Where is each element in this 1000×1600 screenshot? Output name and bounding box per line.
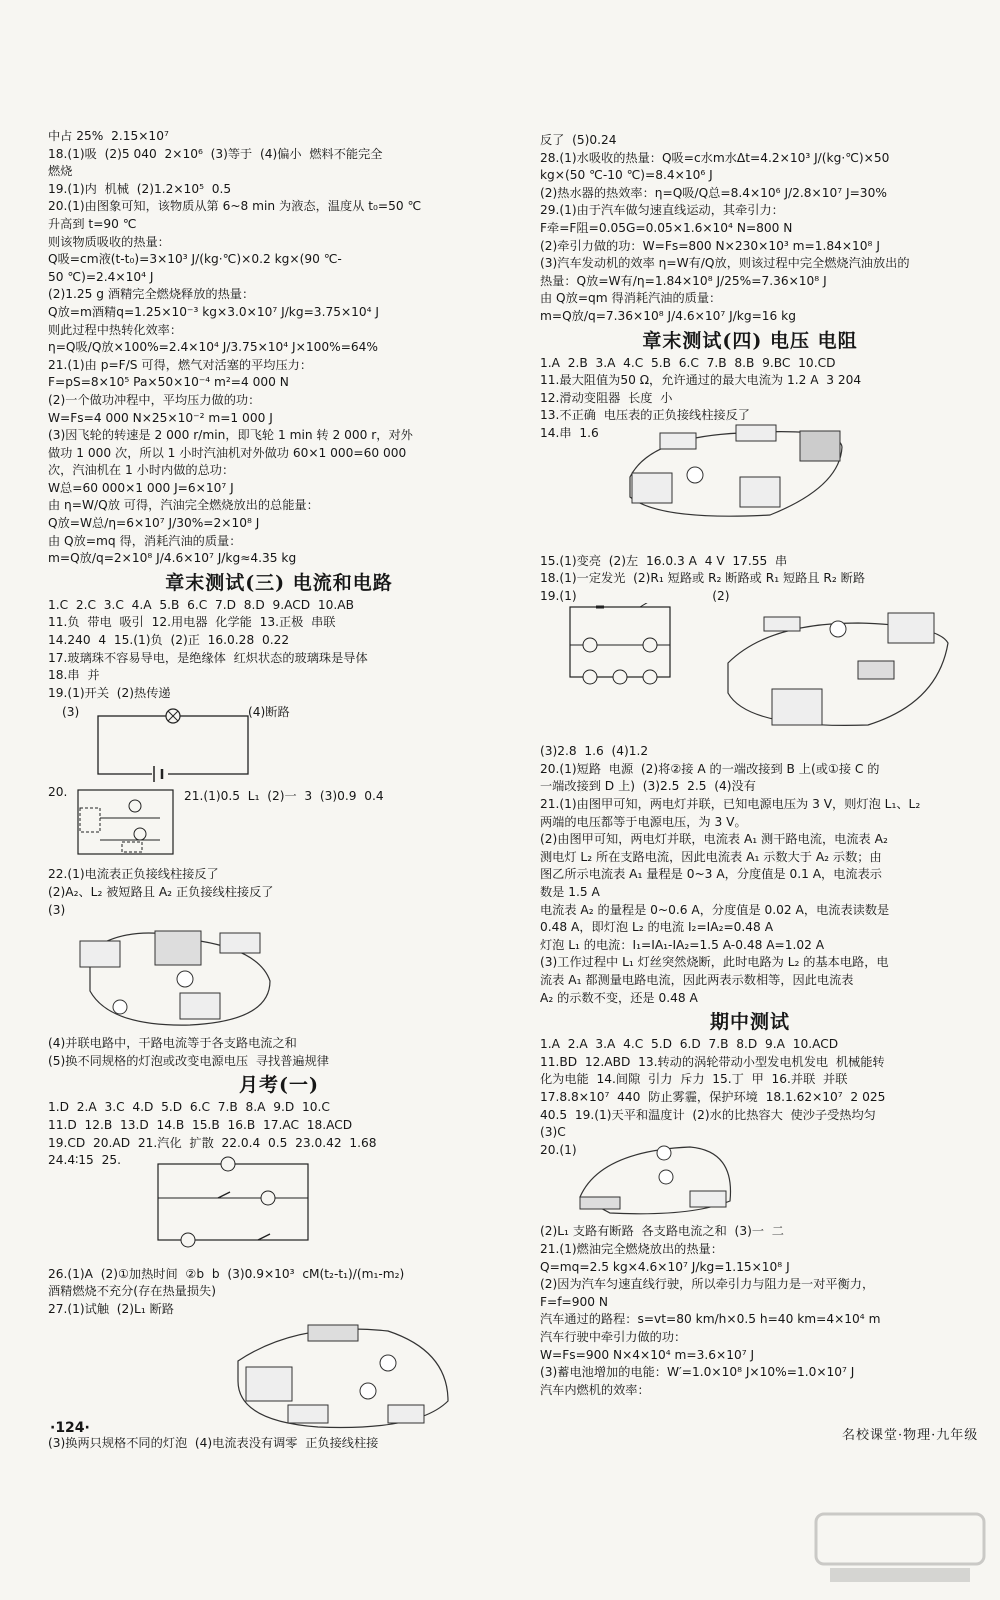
text-line: 流表 A₁ 都测量电路电流，因此两表示数相等，因此电流表 (540, 973, 854, 987)
text-line: 27.(1)试触 (2)L₁ 断路 (48, 1301, 174, 1316)
text-line: 1.C 2.C 3.C 4.A 5.B 6.C 7.D 8.D 9.ACD 10.AB (48, 597, 354, 612)
q19-part4-label: (4)断路 (248, 705, 290, 720)
text-line: 20.(1)由图象可知，该物质从第 6~8 min 为液态，温度从 t₀=50 ℃ (48, 199, 422, 214)
text-line: 1.A 2.A 3.A 4.C 5.D 6.D 7.B 8.D 9.A 10.ACD (540, 1037, 839, 1052)
text-line: 数是 1.5 A (540, 885, 600, 900)
text-line: m=Q放/q=2×10⁸ J/4.6×10⁷ J/kg≈4.35 kg (48, 551, 297, 566)
text-line: 由 Q放=mq 得，消耗汽油的质量： (48, 533, 242, 548)
q19-part3-label: (3) (62, 705, 80, 720)
running-footer: 名校课堂·物理·九年级 (842, 1428, 979, 1443)
text-line: 1.D 2.A 3.C 4.D 5.D 6.C 7.B 8.A 9.D 10.C (48, 1100, 330, 1115)
q14-circuit-photo (540, 445, 960, 551)
text-line: 21.(1)由图甲可知，两电灯并联，已知电源电压为 3 V，则灯泡 L₁、L₂ (540, 797, 921, 812)
right-block-a (540, 132, 960, 326)
left-block-f (48, 1266, 510, 1319)
q19-figures (540, 607, 960, 741)
text-line: 反了 (5)0.24 (540, 133, 617, 147)
text-line: Q放=W总/η=6×10⁷ J/30%=2×10⁸ J (48, 516, 260, 531)
text-line: F=pS=8×10⁵ Pa×50×10⁻⁴ m²=4 000 N (48, 375, 289, 390)
text-line: 中占 25% 2.15×10⁷ (48, 129, 169, 143)
text-line: (3)工作过程中 L₁ 灯丝突然烧断，此时电路为 L₂ 的基本电路，电 (540, 955, 889, 970)
text-line: W=Fs=4 000 N×25×10⁻² m=1 000 J (48, 410, 273, 425)
q20-label: 20. (48, 785, 68, 800)
text-line: 化为电能 14.间隙 引力 斥力 15.丁 甲 16.并联 并联 (540, 1072, 848, 1087)
text-line: 11.最大阻值为50 Ω，允许通过的最大电流为 1.2 A 3 204 (540, 373, 862, 388)
circuit-apparatus-icon (70, 921, 290, 1033)
page-number: ·124· (50, 1420, 90, 1436)
voltmeter-apparatus-icon (708, 603, 958, 733)
text-line: (2)1.25 g 酒精完全燃烧释放的热量： (48, 287, 255, 302)
text-line: 50 ℃)=2.4×10⁴ J (48, 269, 154, 284)
text-line: 28.(1)水吸收的热量：Q吸=c水m水Δt=4.2×10³ J/(kg·℃)×50 (540, 150, 890, 165)
text-line: (3)汽车发动机的效率 η=W有/Q放，则该过程中完全燃烧汽油放出的 (540, 256, 910, 271)
text-line: 11.D 12.B 13.D 14.B 15.B 16.B 17.AC 18.ACD (48, 1117, 353, 1132)
text-line: 20.(1) (540, 1142, 577, 1157)
text-line: (3)C (540, 1125, 566, 1140)
two-lamp-circuit-icon (570, 1141, 740, 1217)
text-line: 汽车通过的路程：s=vt=80 km/h×0.5 h=40 km=4×10⁴ m (540, 1312, 881, 1327)
text-line: 汽车行驶中牵引力做的功： (540, 1329, 687, 1344)
text-line: 19.(1)内 机械 (2)1.2×10⁵ 0.5 (48, 181, 232, 196)
q20-21-row (48, 784, 510, 864)
section-title-ch3: 章末测试(三) 电流和电路 (165, 571, 393, 594)
text-line: W=Fs=900 N×4×10⁴ m=3.6×10⁷ J (540, 1347, 755, 1362)
text-line: (2)A₂、L₂ 被短路且 A₂ 正负接线柱接反了 (48, 885, 274, 899)
text-line: 由 Q放=qm 得消耗汽油的质量： (540, 291, 722, 306)
text-line: 18.串 并 (48, 668, 100, 683)
left-block-a (48, 128, 510, 568)
text-line: 测电灯 L₂ 所在支路电流，因此电流表 A₁ 示数大于 A₂ 示数；由 (540, 849, 882, 864)
section-title-monthly-1: 月考(一) (239, 1074, 319, 1097)
section-title-midterm: 期中测试 (709, 1011, 790, 1034)
right-block-c (540, 553, 960, 606)
text-line: Q放=m酒精q=1.25×10⁻³ kg×3.0×10⁷ J/kg=3.75×10⁴ J (48, 304, 380, 319)
watermark-logo-icon (810, 1508, 990, 1588)
text-line: η=Q吸/Q放×100%=2.4×10⁴ J/3.75×10⁴ J×100%=64% (48, 340, 378, 355)
text-line: (2)因为汽车匀速直线行驶，所以牵引力与阻力是一对平衡力， (540, 1277, 875, 1292)
section-title-ch4: 章末测试(四) 电压 电阻 (642, 329, 858, 352)
text-line: 1.A 2.B 3.A 4.C 5.B 6.C 7.B 8.B 9.BC 10.CD (540, 355, 836, 370)
text-line: 21.(1)燃油完全燃烧放出的热量： (540, 1241, 723, 1256)
text-line: 14.串 1.6 (540, 425, 599, 440)
voltmeter-parallel-diagram (550, 603, 680, 703)
text-line: 18.(1)一定发光 (2)R₁ 短路或 R₂ 断路或 R₁ 短路且 R₂ 断路 (540, 571, 866, 586)
switch-lamp-circuit-diagram (148, 1156, 348, 1248)
text-line: 升高到 t=90 ℃ (48, 216, 137, 231)
text-line: 11.BD 12.ABD 13.转动的涡轮带动小型发电机发电 机械能转 (540, 1054, 885, 1069)
right-block-d (540, 743, 960, 1007)
q27-circuit-photo (48, 1321, 510, 1433)
q19-figure (48, 704, 510, 782)
text-line: (3)2.8 1.6 (4)1.2 (540, 744, 649, 759)
text-line: 次，汽油机在 1 小时内做的总功： (48, 463, 235, 478)
q25-circuit (48, 1172, 510, 1264)
text-line: 则此过程中热转化效率： (48, 322, 183, 337)
parallel-circuit-diagram (70, 784, 180, 862)
q20-midterm-circuit (540, 1161, 960, 1221)
text-line: 18.(1)吸 (2)5 040 2×10⁶ (3)等于 (4)偏小 燃料不能完全 (48, 146, 383, 161)
left-column (48, 128, 510, 1452)
text-line: 电流表 A₂ 的量程是 0~0.6 A，分度值是 0.02 A，电流表读数是 (540, 902, 890, 917)
left-block-c (48, 866, 510, 919)
text-line: 热量：Q放=W有/η=1.84×10⁸ J/25%=7.36×10⁸ J (540, 273, 827, 288)
text-line: (3)因飞轮的转速是 2 000 r/min，即飞轮 1 min 转 2 000 r，对外 (48, 428, 413, 443)
series-circuit-diagram (88, 708, 288, 786)
text-line: (2)L₁ 支路有断路 各支路电流之和 (3)一 二 (540, 1224, 784, 1239)
voltmeter-circuit-icon (620, 417, 850, 523)
text-line: 则该物质吸收的热量： (48, 234, 170, 249)
text-line: 12.滑动变阻器 长度 小 (540, 390, 673, 405)
left-block-b (48, 597, 510, 703)
text-line: 24.4∶15 25. (48, 1153, 121, 1168)
text-line: 26.(1)A (2)①加热时间 ②b b (3)0.9×10³ cM(t₂-t₁)/(m₁-m₂) (48, 1266, 405, 1281)
text-line: (2)牵引力做的功：W=Fs=800 N×230×10³ m=1.84×10⁸ J (540, 238, 880, 253)
text-line: 0.48 A，即灯泡 L₂ 的电流 I₂=IA₂=0.48 A (540, 920, 774, 935)
text-line: 14.240 4 15.(1)负 (2)正 16.0.28 0.22 (48, 633, 290, 648)
text-line: (2)热水器的热效率：η=Q吸/Q总=8.4×10⁶ J/2.8×10⁷ J=30% (540, 185, 887, 200)
text-line: 两端的电压都等于电源电压，为 3 V。 (540, 814, 747, 829)
text-line: 29.(1)由于汽车做匀速直线运动，其牵引力： (540, 203, 784, 218)
text-line: 由 η=W/Q放 可得，汽油完全燃烧放出的总能量： (48, 498, 319, 513)
right-block-f (540, 1223, 960, 1399)
text-line: Q=mq=2.5 kg×4.6×10⁷ J/kg=1.15×10⁸ J (540, 1259, 790, 1274)
text-line: 灯泡 L₁ 的电流：I₁=IA₁-IA₂=1.5 A-0.48 A=1.02 A (540, 937, 825, 952)
text-line: 17.8.8×10⁷ 440 防止雾霾，保护环境 18.1.62×10⁷ 2 025 (540, 1089, 886, 1104)
text-line: F牵=F阻=0.05G=0.05×1.6×10⁴ N=800 N (540, 220, 793, 235)
text-line: 20.(1)短路 电源 (2)将②接 A 的一端改接到 B 上(或①接 C 的 (540, 761, 880, 776)
text-line: kg×(50 ℃-10 ℃)=8.4×10⁶ J (540, 168, 713, 183)
text-line: 17.玻璃珠不容易导电，是绝缘体 红炽状态的玻璃珠是导体 (48, 650, 368, 665)
text-line: 19.(1)开关 (2)热传递 (48, 685, 171, 700)
text-line: (3) (48, 902, 66, 917)
text-line: 11.负 带电 吸引 12.用电器 化学能 13.正极 串联 (48, 615, 336, 630)
text-line: (2)一个做功冲程中，平均压力做的功： (48, 392, 261, 407)
text-line: 燃烧 (48, 164, 73, 179)
left-block-g (48, 1435, 510, 1453)
q21-answer: 21.(1)0.5 L₁ (2)一 3 (3)0.9 0.4 (184, 789, 384, 804)
text-line: 图乙所示电流表 A₁ 量程是 0~3 A，分度值是 0.1 A，电流表示 (540, 867, 882, 882)
text-line: 13.不正确 电压表的正负接线柱接反了 (540, 408, 750, 423)
text-line: (2)由图甲可知，两电灯并联，电流表 A₁ 测干路电流，电流表 A₂ (540, 832, 888, 847)
text-line: 汽车内燃机的效率： (540, 1382, 650, 1397)
text-line: 一端改接到 D 上) (3)2.5 2.5 (4)没有 (540, 779, 756, 794)
text-line: W总=60 000×1 000 J=6×10⁷ J (48, 480, 234, 495)
text-line: 19.CD 20.AD 21.汽化 扩散 22.0.4 0.5 23.0.42 1.68 (48, 1135, 377, 1150)
text-line: 40.5 19.(1)天平和温度计 (2)水的比热容大 使沙子受热均匀 (540, 1107, 876, 1122)
text-line: (5)换不同规格的灯泡或改变电源电压 寻找普遍规律 (48, 1053, 329, 1068)
text-line: 15.(1)变亮 (2)左 16.0.3 A 4 V 17.55 串 (540, 553, 788, 568)
text-line: Q吸=cm液(t-t₀)=3×10³ J/(kg·℃)×0.2 kg×(90 ℃- (48, 252, 342, 267)
text-line: 酒精燃烧不充分(存在热量损失) (48, 1284, 216, 1299)
text-line: (3)换两只规格不同的灯泡 (4)电流表没有调零 正负接线柱接 (48, 1435, 379, 1450)
text-line: (3)蓄电池增加的电能：W′=1.0×10⁸ J×10%=1.0×10⁷ J (540, 1365, 855, 1380)
text-line: m=Q放/q=7.36×10⁸ J/4.6×10⁷ J/kg=16 kg (540, 308, 796, 323)
q22-circuit-photo (48, 921, 510, 1033)
left-block-d (48, 1035, 510, 1070)
text-line: 做功 1 000 次，所以 1 小时汽油机对外做功 60×1 000=60 000 (48, 445, 407, 460)
text-line: (4)并联电路中，干路电流等于各支路电流之和 (48, 1036, 297, 1051)
circuit-apparatus-icon-2 (218, 1321, 458, 1433)
right-column (540, 132, 960, 1399)
text-line: 22.(1)电流表正负接线柱接反了 (48, 867, 219, 882)
text-line: F=f=900 N (540, 1294, 608, 1309)
text-line: 21.(1)由 p=F/S 可得，燃气对活塞的平均压力： (48, 357, 313, 372)
text-line: A₂ 的示数不变，还是 0.48 A (540, 990, 698, 1005)
text-line: 19.(1) (2) (540, 588, 730, 603)
